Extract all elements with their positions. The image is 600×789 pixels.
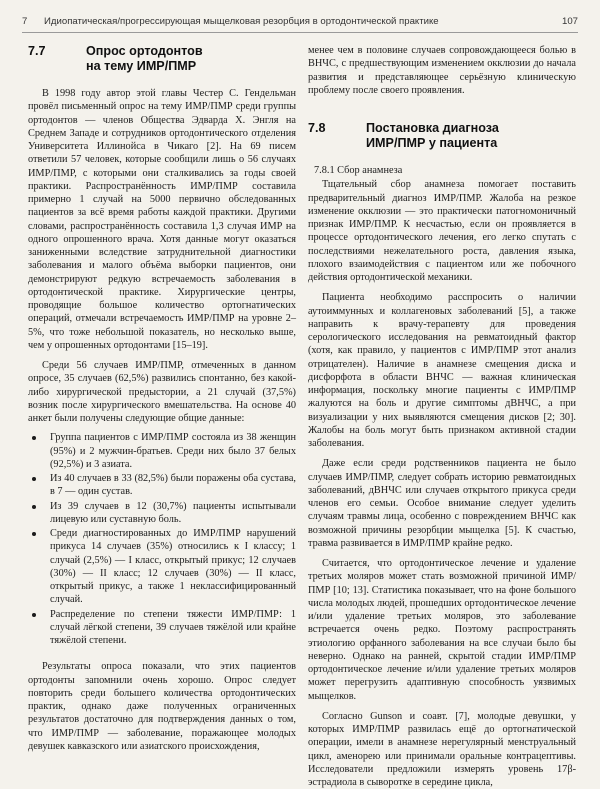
list-item — [28, 472, 296, 499]
right-column — [308, 44, 576, 789]
section-title — [366, 121, 576, 150]
left-column — [28, 44, 296, 753]
paragraph: В 1998 году автор этой главы Честер С. Гендельман провёл письменный опрос на тему ИМР/ПМР среди группы ортодонтов — членов Общества Эдварда Х. Энгля на Среднем Западе и сотрудников ортодонтического отделения Университета Иллинойса в Чикаго [2]. На 69 писем ответили 57 человек, которые сообщили лишь о 56 случаях ИМР/ПМР, с которыми они сталкивались за годы своей практики. Распространённость ИМР/ПМР составила примерно 1 случай на 5000 первично обследованных пациентов за всё время работы каждой практики. Другими словами, распространённость составила 1,3 случая ИМР на одного опрошенного врача. Хотя данные могут оказаться заниженными вследствие затруднительной диагностики заболевания и малого объёма выборки пациентов, они демонстрируют редкую встречаемость заболевания в ортодонтической практике. Хирургические центры, проводящие большое количество ортогнатических операций, отмечали встречаемость ИМР/ПМР на уровне 2–5%, что тоже небольшой показатель, но несколько выше, чем у опрошенных ортодонтами [15–19]. — [28, 88, 296, 351]
paragraph: Считается, что ортодонтическое лечение и удаление третьих моляров может стать возможной причиной ИМР/ПМР [10; 13]. Статистика показывает, что на фоне большого числа молодых людей, прошедших ортодонтическое лечение и/или удаление третьих моляров, это заболевание встречается очень редко. Поэтому распространять этиологию орфанного заболевания на все случаи было бы неверно. Однако на ранней, скрытой стадии ИМР/ПМР ортодонтическое лечение и/или удаление третьих моляров может перегрузить адаптивную способность уязвимых мыщелков. — [308, 558, 576, 702]
list-item-text: Из 40 случаев в 33 (82,5%) были поражены оба сустава, в 7 — один сустав. — [50, 473, 296, 498]
section-7-8-heading — [308, 121, 576, 150]
section-number: 7.7 — [28, 44, 46, 58]
section-number: 7.8 — [308, 121, 326, 135]
bullet-icon — [32, 613, 36, 617]
section-title-line1: Постановка диагноза — [366, 121, 499, 135]
list-item — [28, 527, 296, 607]
paragraph: Пациента необходимо расспросить о наличии аутоиммунных и коллагеновых заболеваний [5], а также направить к врачу-терапевту для проведения серологического исследования на ревматоидный фактор (хотя, как правило, у пациентов с ИМР/ПМР этот анализ отрицателен). Наличие в анамнезе смещения диска и дисфорфота в области ВНЧС — важная клиническая информация, поскольку многие пациенты с ИМР/ПМР жалуются на боль и другие симптомы дВНЧС, а при визуализации у них выявляются смещения дисков [2; 30]. Жалобы на боль могут быть признаком активной стадии заболевания. — [308, 292, 576, 449]
list-item — [28, 500, 296, 527]
list-item-text: Среди диагностированных до ИМР/ПМР нарушений прикуса 14 случаев (35%) относились к I классу; 1 случай (2,5%) — I класс, открытый прикус; 12 случаев (30%) — II класс; 12 случаев (30%) — II класс, открытый прикус, а также 1 неклассифицированный случай. — [50, 528, 296, 606]
paragraph-continuation: менее чем в половине случаев сопровождающееся болью в ВНЧС, с предшествующим изменением окклюзии до начала развития и представляющее серьёзную клиническую проблему после своего проявления. — [308, 45, 576, 96]
list-item — [28, 431, 296, 471]
header-chapter-number: 7 — [22, 16, 28, 27]
paragraph: Результаты опроса показали, что этих пациентов ортодонты запомнили очень хорошо. Опрос следует повторить среди большего количества ортодонтических практик, однако даже полученных ограниченных результатов достаточно для подтверждения данных о том, что ИМР/ПМР — заболевание, поражающее молодых девушек кавказского или азиатского происхождения, — [28, 661, 296, 752]
header-chapter-title: Идиопатическая/прогрессирующая мыщелковая резорбция в ортодонтической практике — [44, 16, 439, 27]
section-title — [86, 44, 296, 73]
section-title-line2: ИМР/ПМР у пациента — [366, 135, 498, 150]
section-title-line2: на тему ИМР/ПМР — [86, 58, 197, 73]
list-item — [28, 608, 296, 648]
subsection-heading: 7.8.1 Сбор анамнеза — [314, 165, 403, 176]
bullet-icon — [32, 505, 36, 509]
page-number: 107 — [561, 16, 578, 27]
section-title-line1: Опрос ортодонтов — [86, 44, 203, 58]
paragraph: Тщательный сбор анамнеза помогает поставить предварительный диагноз ИМР/ПМР. Жалоба на резкое изменение окклюзии — это практически патогномоничный признак ИМР/ПМР. К несчастью, если он проявляется в процессе ортодонтического лечения, его легко спутать с последствиями нежелательного роста, давления языка, плохого взаимодействия с пациентом или же побочного действия ортодонтической механики. — [308, 179, 576, 283]
running-header — [22, 12, 578, 33]
list-item-text: Из 39 случаев в 12 (30,7%) пациенты испытывали лицевую или суставную боль. — [50, 500, 296, 525]
bullet-list — [28, 431, 296, 647]
paragraph: Среди 56 случаев ИМР/ПМР, отмеченных в данном опросе, 35 случаев (62,5%) развились спонтанно, без какой-либо хирургической предыстории, а 21 случай (37,5%) возник после хирургического вмешательства. На основе 40 анкет были получены следующие общие данные: — [28, 360, 296, 424]
list-item-text: Распределение по степени тяжести ИМР/ПМР: 1 случай лёгкой степени, 39 случаев тяжёлой или крайне тяжёлой степени. — [50, 608, 296, 646]
paragraph: Согласно Gunson и соавт. [7], молодые девушки, у которых ИМР/ПМР развилась ещё до ортогнатической операции, имели в анамнезе нерегулярный менструальный цикл, аменорею или принимали оральные контрацептивы. Исследователи предложили измерять уровень 17β-эстрадиола в сыворотке в середине цикла, — [308, 710, 576, 788]
section-7-7-heading — [28, 44, 296, 73]
paragraph: Даже если среди родственников пациента не было случаев ИМР/ПМР, следует собрать историю ревматоидных заболеваний, дВНЧС или случаев открытого прикуса среди членов его семьи. Особое внимание следует уделить случаям травмы лица, особенно с повреждением ВНЧС как возможной причины резорбции мыщелка [5]. К счастью, травма развивается в ИМР/ПМР крайне редко. — [308, 458, 576, 549]
bullet-icon — [32, 532, 36, 536]
bullet-icon — [32, 477, 36, 481]
bullet-icon — [32, 436, 36, 440]
list-item-text: Группа пациентов с ИМР/ПМР состояла из 38 женщин (95%) и 2 мужчин-братьев. Среди них было 37 белых (92,5%) и 3 азиата. — [50, 432, 296, 470]
